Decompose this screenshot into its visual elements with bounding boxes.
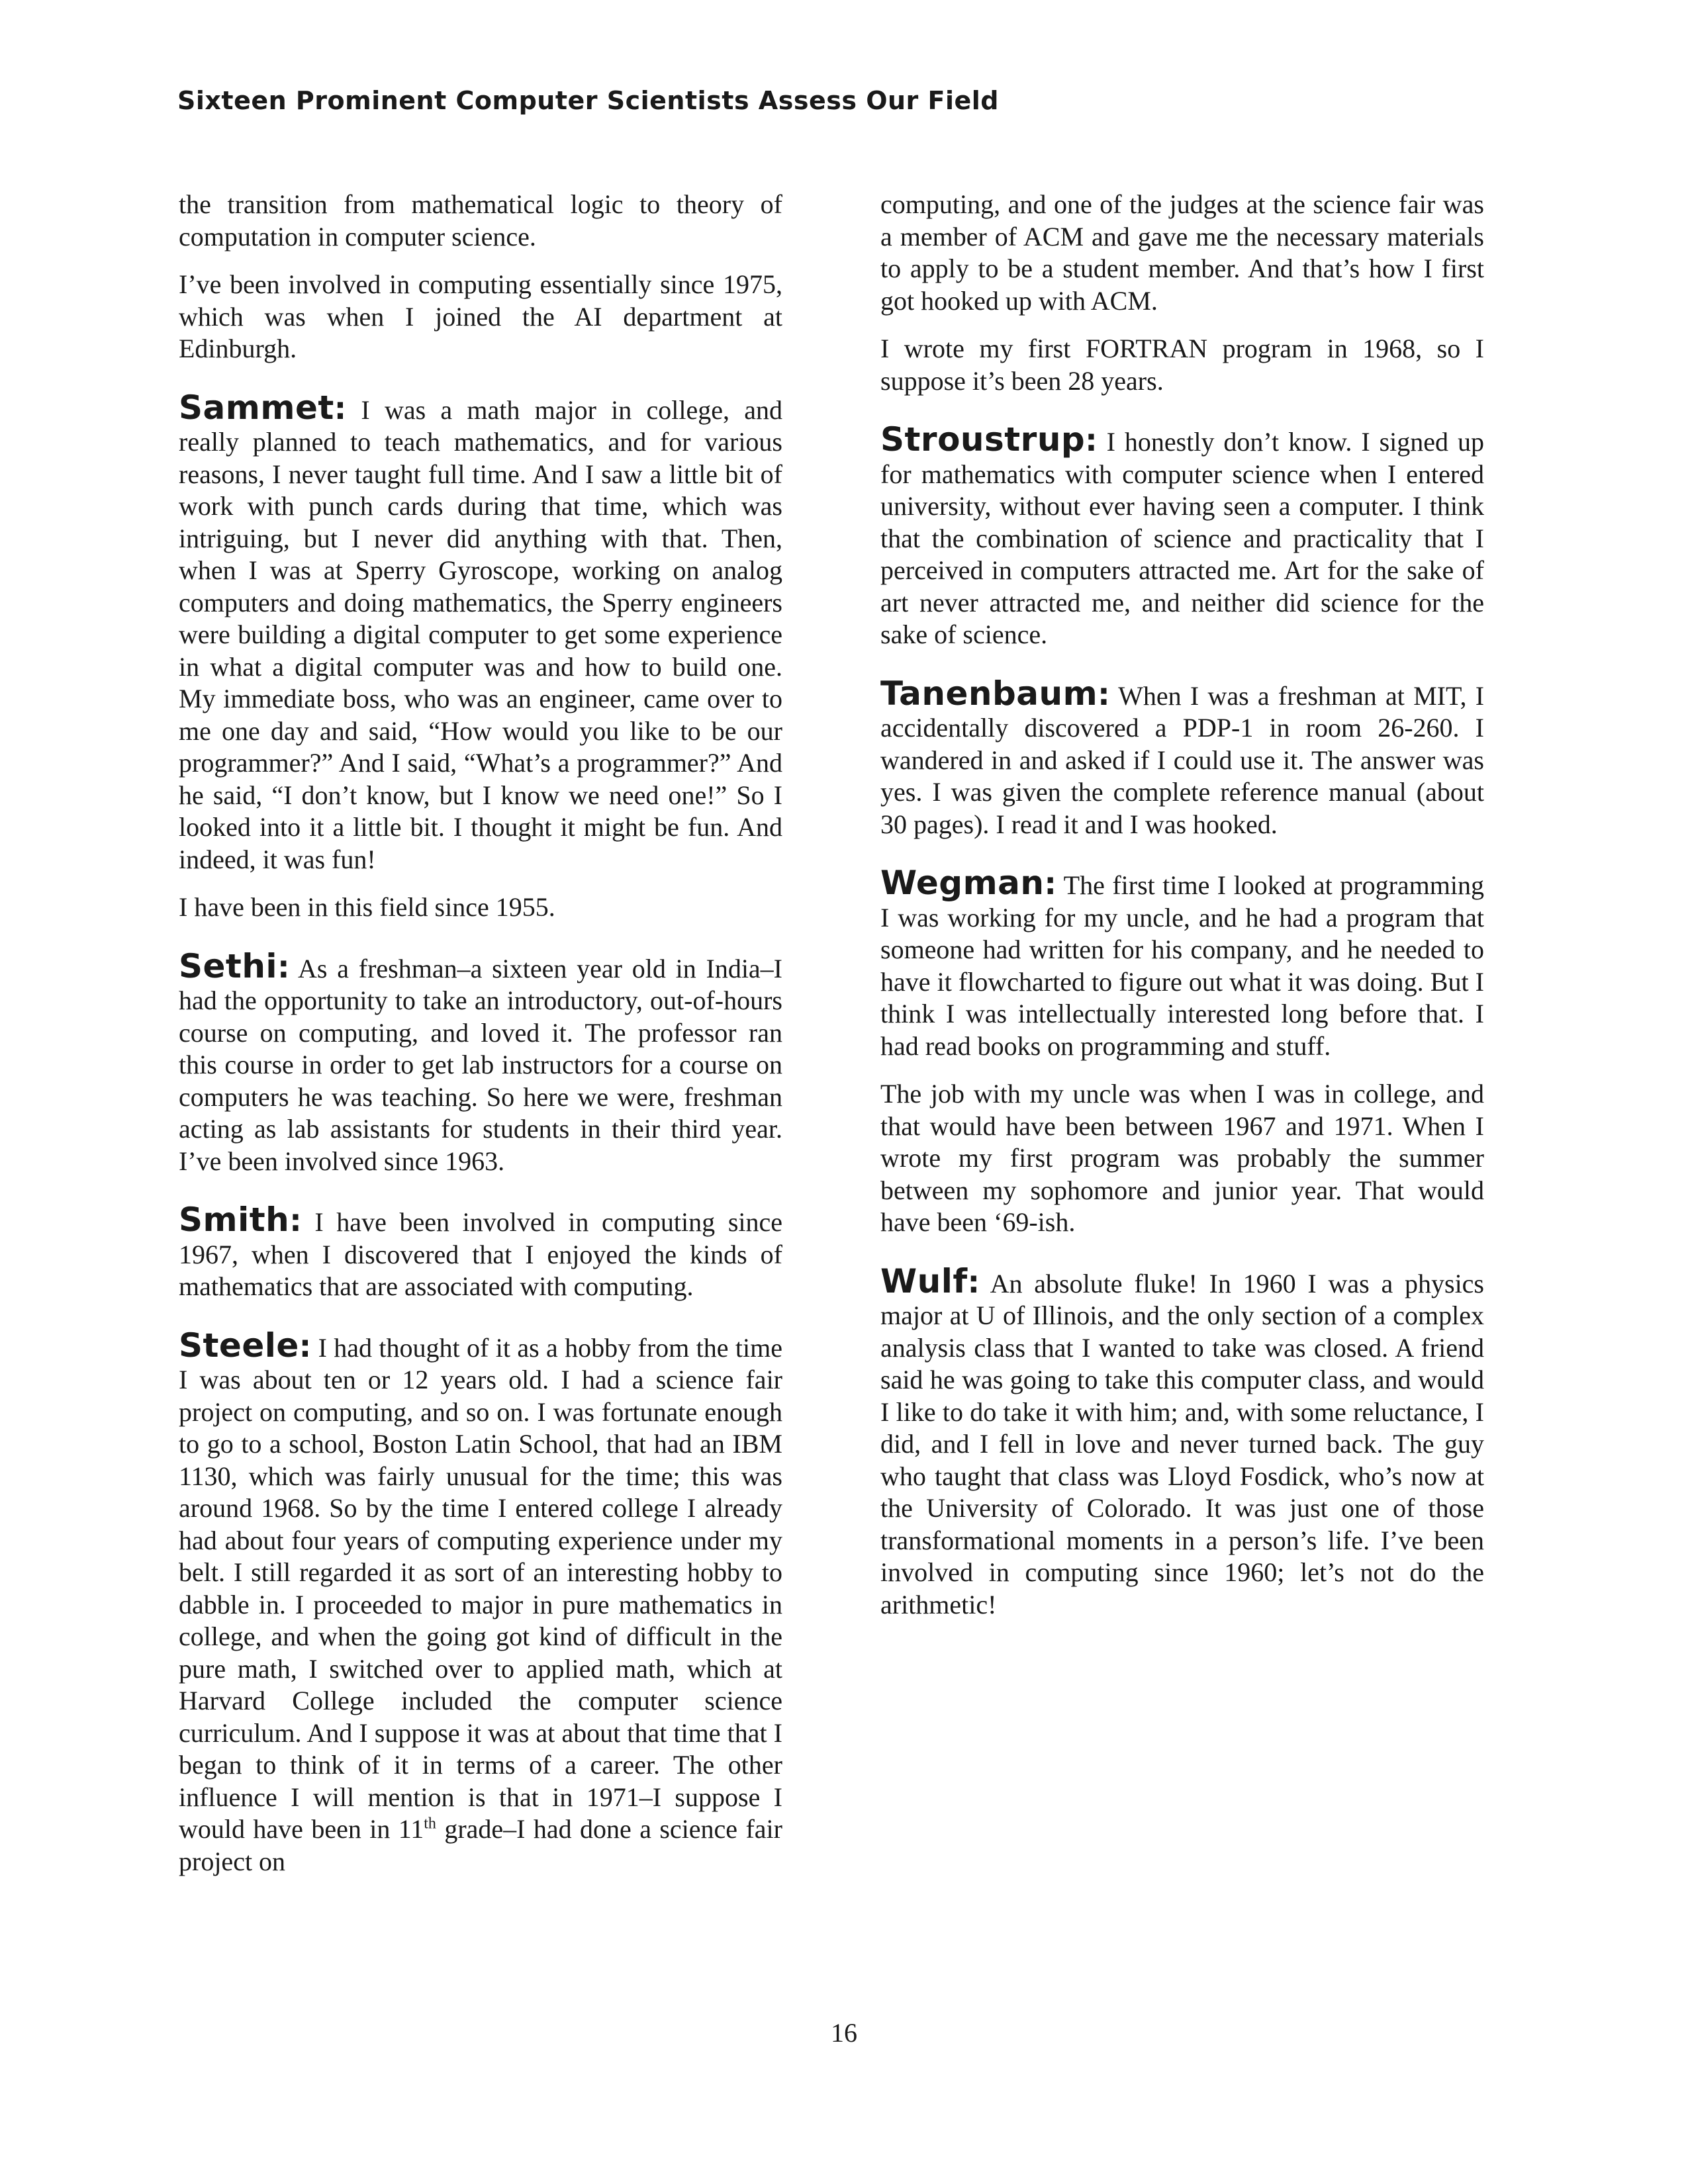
response-text: As a freshman–a sixteen year old in India–I had the opportunity to take an introductory, out-of-hours course on computing, and loved it. The professor ran this course in order to get lab instructors for a course on computers he was teaching. So here we were, freshman acting as lab assistants for students in their third year. I’ve been involved since 1963. [179,953,783,1176]
paragraph: I’ve been involved in computing essentially since 1975, which was when I joined the AI department at Edinburgh. [179,269,782,363]
speaker-name: Sethi [179,946,278,985]
superscript: th [424,1815,436,1833]
speaker-name: Wegman [880,864,1045,902]
speaker-colon: : [277,948,290,985]
speaker-colon: : [967,1263,980,1300]
speaker-colon: : [1085,422,1098,458]
response-stroustrup [880,420,1485,651]
paragraph: I have been in this field since 1955. [179,892,555,922]
response-wulf [880,1261,1485,1621]
response-text-continued: grade–I had done a science fair project on [179,1814,782,1876]
response-text: I had thought of it as a hobby from the time I was about ten or 12 years old. I had a science fair project on computing, and so on. I was fortunate enough to go to a school, Boston Latin School, that had an IBM 1130, which was fairly unusual for the time; this was around 1968. So by the time I entered college I already had about four years of computing experience under my belt. I still regarded it as sort of an interesting hobby to dabble in. I proceeded to major in pure mathematics in college, and when the going got kind of difficult in the pure math, I switched over to applied math, which at Harvard College included the computer science curriculum. And I suppose it was at about that time that I began to think of it in terms of a career. The other influence I will mention is that in 1971–I suppose I would have been in 11 [179,1332,783,1844]
speaker-colon: : [334,390,347,426]
response-text: I have been involved in computing since 1967, when I discovered that I enjoyed the kinds of mathematics that are associated with computing. [179,1207,783,1301]
paragraph: I wrote my first FORTRAN program in 1968, so I suppose it’s been 28 years. [880,334,1484,396]
response-text: I was a math major in college, and really planned to teach mathematics, and for various reasons, I never taught full time. And I saw a little bit of work with punch cards during that time, which was intriguing, but I never did anything with that. Then, when I was at Sperry Gyroscope, working on analog computers and doing mathematics, the Sperry engineers were building a digital computer to get some experience in what a digital computer was and how to build one. My immediate boss, who was an engineer, came over to me one day and said, “How would you like to be our programmer?” And I said, “What’s a programmer?” And he said, “I don’t know, but I know we need one!” So I looked into it a little bit. I thought it might be fun. And indeed, it was fun! [179,394,783,874]
speaker-name: Sammet [179,388,334,427]
response-text: When I was a freshman at MIT, I accidentally discovered a PDP-1 in room 26-260. I wandered in and asked if I could use it. The answer was yes. I was given the complete reference manual (about 30 pages). I read it and I was hooked. [880,680,1485,839]
response-steele [179,1326,783,1878]
paragraph: computing, and one of the judges at the science fair was a member of ACM and gave me the necessary materials to apply to be a student member. And that’s how I first got hooked up with ACM. [880,189,1484,316]
response-sammet [179,388,783,876]
response-text: I honestly don’t know. I signed up for mathematics with computer science when I entered university, without ever having seen a computer. I think that the combination of science and practicality that I perceived in computers attracted me. Art for the sake of art never attracted me, and neither did science for the sake of science. [880,427,1485,649]
left-column [179,189,782,1893]
speaker-name: Wulf [880,1261,968,1300]
right-column [880,189,1484,1637]
response-tanenbaum [880,674,1485,841]
response-smith [179,1201,783,1303]
speaker-colon: : [299,1328,312,1364]
speaker-name: Smith [179,1201,290,1239]
speaker-colon: : [289,1203,302,1238]
speaker-name: Tanenbaum [880,674,1098,713]
page-number: 16 [831,2018,857,2048]
response-sethi [179,946,783,1178]
speaker-name: Steele [179,1326,299,1365]
paragraph: the transition from mathematical logic to theory of computation in computer science. [179,189,782,251]
running-head: Sixteen Prominent Computer Scientists Assess Our Field [177,86,999,115]
response-text: The first time I looked at programming I was working for my uncle, and he had a program that someone had written for his company, and he needed to have it flowcharted to figure out what it was doing. But I think I was intellectually interested long before that. I had read books on programming and stuff. [880,870,1484,1061]
speaker-name: Stroustrup [880,420,1086,459]
response-wegman [880,864,1484,1062]
paragraph: The job with my uncle was when I was in college, and that would have been between 1967 and 1971. When I wrote my first program was probably the summer between my sophomore and junior year. That would have been ‘69-ish. [880,1079,1484,1237]
speaker-colon: : [1044,866,1056,901]
speaker-colon: : [1098,676,1110,712]
response-text: An absolute fluke! In 1960 I was a physics major at U of Illinois, and the only section of a complex analysis class that I wanted to take was closed. A friend said he was going to take this computer class, and would I like to do take it with him; and, with some reluctance, I did, and I fell in love and never turned back. The guy who taught that class was Lloyd Fosdick, who’s now at the University of Colorado. It was just one of those transformational moments in a person’s life. I’ve been involved in computing since 1960; let’s not do the arithmetic! [880,1268,1485,1619]
